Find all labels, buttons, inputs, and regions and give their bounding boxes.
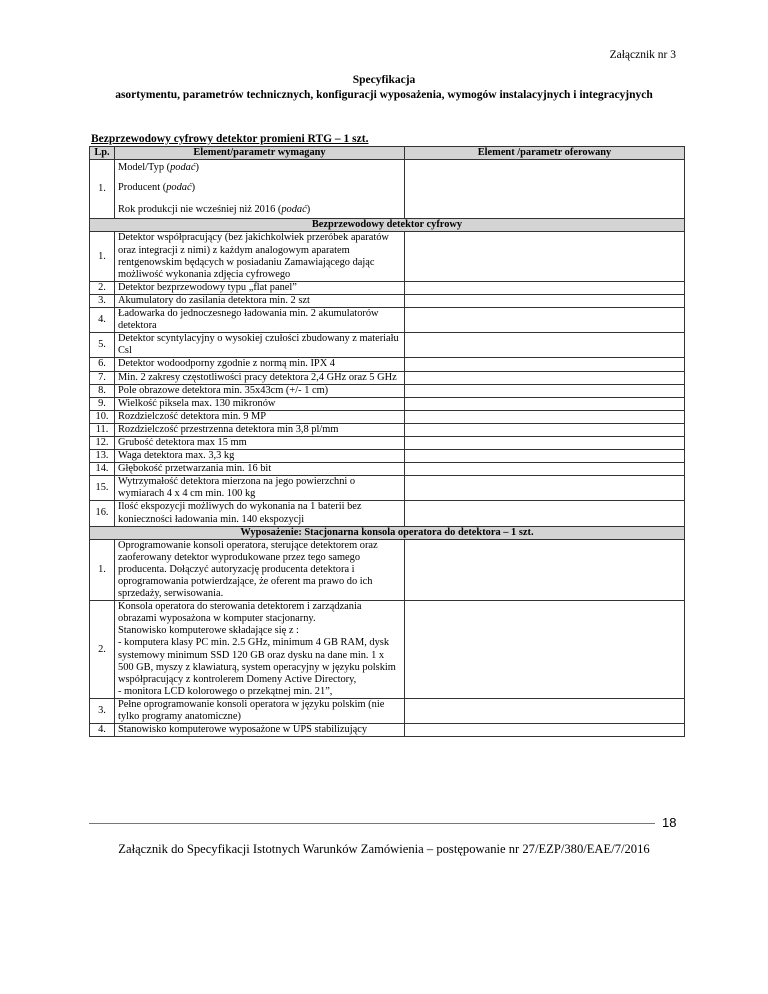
offered-cell bbox=[405, 384, 685, 397]
table-row bbox=[90, 450, 685, 463]
requirement-text: Detektor współpracujący (bez jakichkolwiek przeróbek aparatów oraz integracji z nimi) z każdym analogowym aparatem rentgenowskim będących w posiadaniu Zamawiającego dając możliwość wykonania zdjęcia cyfrowego bbox=[115, 232, 405, 281]
row-number: 1. bbox=[90, 539, 115, 600]
offered-cell bbox=[405, 294, 685, 307]
requirement-text: Wytrzymałość detektora mierzona na jego powierzchni o wymiarach 4 x 4 cm min. 100 kg bbox=[115, 476, 405, 501]
requirement-text: Wielkość piksela max. 130 mikronów bbox=[115, 397, 405, 410]
offered-cell bbox=[405, 476, 685, 501]
offered-cell bbox=[405, 308, 685, 333]
table-row bbox=[90, 436, 685, 449]
offered-cell bbox=[405, 724, 685, 737]
row-number: 4. bbox=[90, 724, 115, 737]
table-row bbox=[90, 232, 685, 281]
offered-cell bbox=[405, 281, 685, 294]
requirement-text: Głębokość przetwarzania min. 16 bit bbox=[115, 463, 405, 476]
footer-divider bbox=[89, 823, 655, 824]
requirement-text: Oprogramowanie konsoli operatora, sterujące detektorem oraz zaoferowany detektor wyprodukowane przez tego samego producenta. Dołączyć autoryzację producenta detektora i oprogramowania potwierdzające, że oferent ma prawo do ich sprzedaży, serwisowania. bbox=[115, 539, 405, 600]
header-required: Element/parametr wymagany bbox=[115, 147, 405, 160]
offered-cell bbox=[405, 436, 685, 449]
table-header-row bbox=[90, 147, 685, 160]
offered-cell bbox=[405, 698, 685, 723]
general-info-cell bbox=[115, 160, 405, 219]
table-row bbox=[90, 384, 685, 397]
page-number: 18 bbox=[662, 815, 677, 830]
row-number: 1. bbox=[90, 232, 115, 281]
offered-cell bbox=[405, 410, 685, 423]
row-number: 1. bbox=[90, 160, 115, 219]
row-number: 4. bbox=[90, 308, 115, 333]
requirement-text: Pełne oprogramowanie konsoli operatora w języku polskim (nie tylko programy anatomiczne) bbox=[115, 698, 405, 723]
table-row bbox=[90, 539, 685, 600]
offered-cell bbox=[405, 463, 685, 476]
annex-number: Załącznik nr 3 bbox=[609, 49, 676, 61]
table-row bbox=[90, 463, 685, 476]
table-row bbox=[90, 333, 685, 358]
table-row bbox=[90, 698, 685, 723]
table-row bbox=[90, 397, 685, 410]
row-number: 14. bbox=[90, 463, 115, 476]
requirement-text: Min. 2 zakresy częstotliwości pracy detektora 2,4 GHz oraz 5 GHz bbox=[115, 371, 405, 384]
footer-text: Załącznik do Specyfikacji Istotnych Warunków Zamówienia – postępowanie nr 27/EZP/380/EAE/7/2016 bbox=[118, 842, 650, 856]
requirement-text: Rozdzielczość przestrzenna detektora min 3,8 pl/mm bbox=[115, 423, 405, 436]
requirement-text: Pole obrazowe detektora min. 35x43cm (+/- 1 cm) bbox=[115, 384, 405, 397]
model-line: Model/Typ (podać) bbox=[118, 162, 199, 174]
offered-cell bbox=[405, 333, 685, 358]
offered-cell bbox=[405, 450, 685, 463]
requirement-text: Grubość detektora max 15 mm bbox=[115, 436, 405, 449]
requirement-text: Rozdzielczość detektora min. 9 MP bbox=[115, 410, 405, 423]
table-row bbox=[90, 724, 685, 737]
table-row bbox=[90, 601, 685, 699]
table-row bbox=[90, 410, 685, 423]
requirement-text: Ilość ekspozycji możliwych do wykonania na 1 baterii bez konieczności ładowania min. 140 ekspozycji bbox=[115, 501, 405, 526]
requirement-text: Detektor scyntylacyjny o wysokiej czułości zbudowany z materiału Csl bbox=[115, 333, 405, 358]
header-lp: Lp. bbox=[90, 147, 115, 160]
section-row-detector bbox=[90, 219, 685, 232]
table-row bbox=[90, 308, 685, 333]
row-number: 2. bbox=[90, 281, 115, 294]
offered-cell bbox=[405, 423, 685, 436]
table-row bbox=[90, 501, 685, 526]
requirement-text: Ładowarka do jednoczesnego ładowania min. 2 akumulatorów detektora bbox=[115, 308, 405, 333]
requirement-text: Waga detektora max. 3,3 kg bbox=[115, 450, 405, 463]
row-number: 12. bbox=[90, 436, 115, 449]
section-heading: Bezprzewodowy cyfrowy detektor promieni RTG – 1 szt. bbox=[91, 133, 369, 145]
row-number: 6. bbox=[90, 358, 115, 371]
row-number: 9. bbox=[90, 397, 115, 410]
requirement-text: Konsola operatora do sterowania detektorem i zarządzania obrazami wyposażona w komputer stacjonarny. Stanowisko komputerowe składające się z : - komputera klasy PC min. 2.5 GHz, minimum 4 GB RAM, dysk systemowy minimum SSD 120 GB oraz dysku na dane min. 1 x 500 GB, myszy z klawiaturą, system operacyjny w języku polskim współpracujący z kontrolerem Domeny Active Directory, - monitora LCD kolorowego o przekątnej min. 21”, bbox=[115, 601, 405, 699]
offered-cell bbox=[405, 601, 685, 699]
table-row bbox=[90, 423, 685, 436]
offered-cell bbox=[405, 160, 685, 219]
requirement-text: Detektor bezprzewodowy typu „flat panel” bbox=[115, 281, 405, 294]
offered-cell bbox=[405, 397, 685, 410]
offered-cell bbox=[405, 232, 685, 281]
row-number: 7. bbox=[90, 371, 115, 384]
document-title: Specyfikacja bbox=[352, 74, 416, 86]
row-number: 5. bbox=[90, 333, 115, 358]
row-number: 3. bbox=[90, 294, 115, 307]
section-title-console: Wyposażenie: Stacjonarna konsola operatora do detektora – 1 szt. bbox=[90, 526, 685, 539]
row-number: 13. bbox=[90, 450, 115, 463]
row-number: 11. bbox=[90, 423, 115, 436]
row-number: 8. bbox=[90, 384, 115, 397]
requirement-text: Akumulatory do zasilania detektora min. 2 szt bbox=[115, 294, 405, 307]
row-number: 15. bbox=[90, 476, 115, 501]
specification-table bbox=[89, 146, 685, 737]
table-row bbox=[90, 371, 685, 384]
general-row bbox=[90, 160, 685, 219]
row-number: 2. bbox=[90, 601, 115, 699]
offered-cell bbox=[405, 539, 685, 600]
table-row bbox=[90, 476, 685, 501]
table-row bbox=[90, 358, 685, 371]
offered-cell bbox=[405, 358, 685, 371]
offered-cell bbox=[405, 501, 685, 526]
producer-line: Producent (podać) bbox=[118, 182, 196, 194]
header-offered: Element /parametr oferowany bbox=[405, 147, 685, 160]
row-number: 3. bbox=[90, 698, 115, 723]
section-title-detector: Bezprzewodowy detektor cyfrowy bbox=[90, 219, 685, 232]
requirement-text: Stanowisko komputerowe wyposażone w UPS stabilizujący bbox=[115, 724, 405, 737]
table-row bbox=[90, 294, 685, 307]
document-subtitle: asortymentu, parametrów technicznych, konfiguracji wyposażenia, wymogów instalacyjnych i integracyjnych bbox=[115, 89, 653, 101]
section-row-console bbox=[90, 526, 685, 539]
year-line: Rok produkcji nie wcześniej niż 2016 (podać) bbox=[118, 204, 311, 216]
offered-cell bbox=[405, 371, 685, 384]
table-row bbox=[90, 281, 685, 294]
row-number: 10. bbox=[90, 410, 115, 423]
requirement-text: Detektor wodoodporny zgodnie z normą min. IPX 4 bbox=[115, 358, 405, 371]
row-number: 16. bbox=[90, 501, 115, 526]
